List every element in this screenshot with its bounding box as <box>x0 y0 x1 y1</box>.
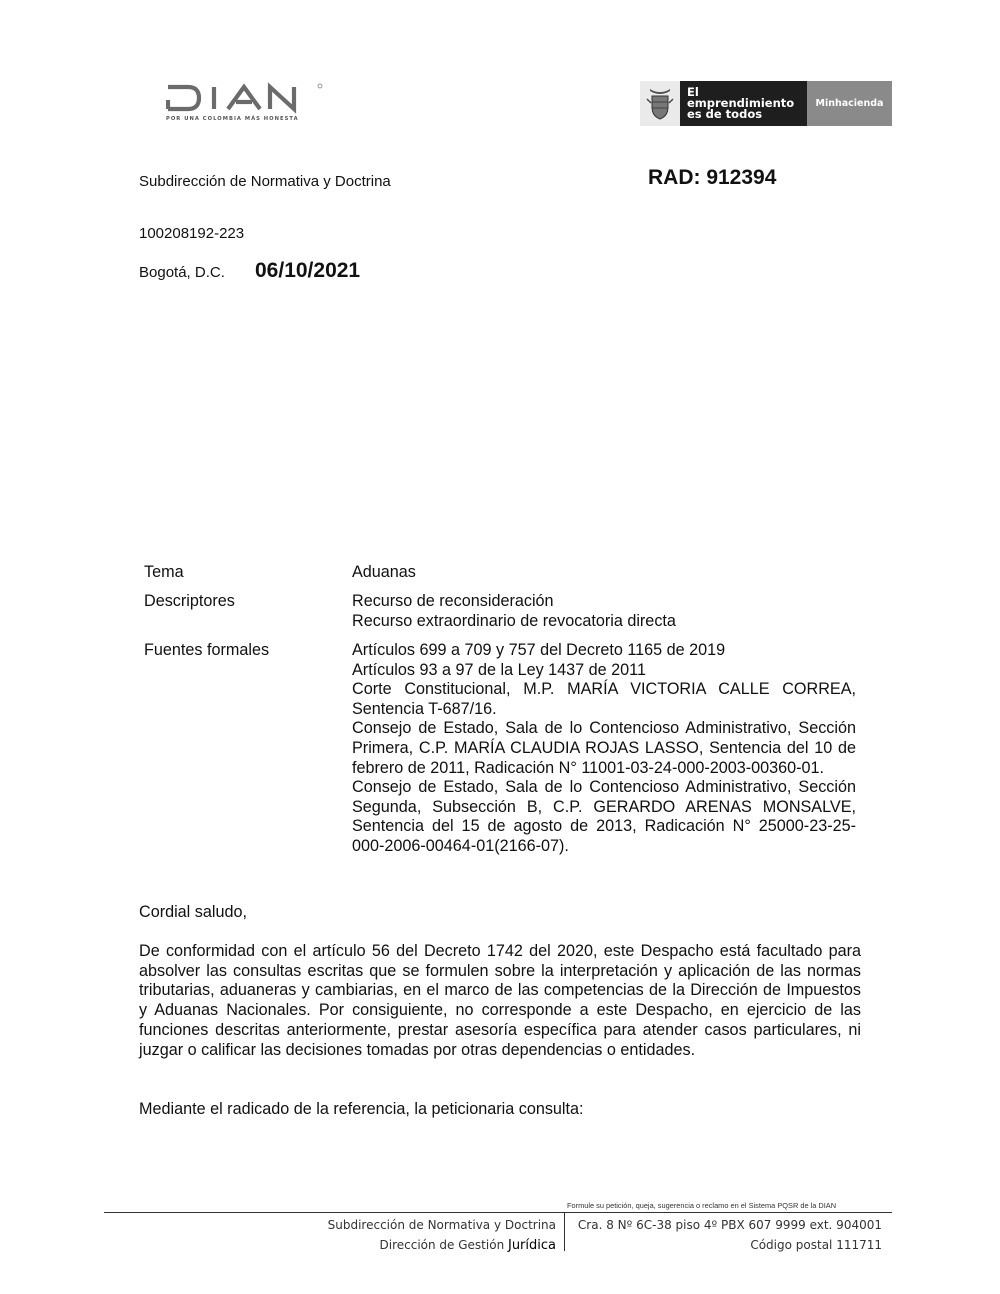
footer-note: Formule su petición, queja, sugerencia o reclamo en el Sistema PQSR de la DIAN <box>567 1201 837 1210</box>
source-item: Corte Constitucional, M.P. MARÍA VICTORIA CALLE CORREA, Sentencia T-687/16. <box>352 680 856 718</box>
subject-label: Fuentes formales <box>144 640 270 659</box>
government-logo <box>640 81 892 126</box>
footer-direction-prefix: Dirección de Gestión <box>379 1238 508 1252</box>
footer-divider <box>104 1212 892 1213</box>
reference-number: 100208192-223 <box>139 225 245 242</box>
subject-row-descriptores <box>144 592 856 631</box>
gov-slogan-line2: es de todos <box>687 107 763 121</box>
footer-postal-code: Código postal 111711 <box>750 1238 882 1252</box>
subject-label: Descriptores <box>144 592 235 611</box>
footer-direction-emphasis: Jurídica <box>507 1238 556 1253</box>
footer-address-line1: Cra. 8 Nº 6C-38 piso 4º PBX 607 9999 ext. 904001 <box>577 1218 882 1232</box>
subject-table <box>144 563 856 866</box>
footer-address <box>575 1215 882 1255</box>
logo-tagline: POR UNA COLOMBIA MÁS HONESTA <box>166 116 299 122</box>
body-paragraph: Mediante el radicado de la referencia, la peticionaria consulta: <box>139 1100 584 1118</box>
ministry-label: Minhacienda <box>807 81 892 126</box>
source-item: Artículos 93 a 97 de la Ley 1437 de 2011 <box>352 660 646 679</box>
gov-slogan <box>680 81 807 126</box>
subject-value: Aduanas <box>352 563 416 581</box>
footer-office-line1: Subdirección de Normativa y Doctrina <box>327 1218 556 1232</box>
greeting: Cordial saludo, <box>139 903 247 921</box>
footer-vertical-divider <box>564 1213 565 1251</box>
dian-logo <box>166 82 326 128</box>
letter-date: 06/10/2021 <box>255 259 361 282</box>
source-item: Consejo de Estado, Sala de lo Contencioso Administrativo, Sección Primera, C.P. MARÍA CLAUDIA ROJAS LASSO, Sentencia del 10 de febrero de 2011, Radicación N° 11001-03-24-000-2003-00360-01. <box>352 719 856 777</box>
subject-row-fuentes <box>144 641 856 857</box>
body-paragraph: De conformidad con el artículo 56 del Decreto 1742 del 2020, este Despacho está facultado para absolver las consultas escritas que se formulen sobre la interpretación y aplicación de las normas tributarias, aduaneras y cambiarias, en el marco de las competencias de la Dirección de Impuestos y Aduanas Nacionales. Por consiguiente, no corresponde a este Despacho, en ejercicio de las funciones descritas anteriormente, prestar asesoría específica para atender casos particulares, ni juzgar o calificar las decisiones tomadas por otras dependencias o entidades. <box>139 942 861 1059</box>
office-name: Subdirección de Normativa y Doctrina <box>139 173 391 190</box>
footer-office-line2 <box>300 1235 556 1256</box>
subject-label: Tema <box>144 563 184 581</box>
subject-row-tema <box>144 563 856 583</box>
gov-slogan-line1: El emprendimiento <box>687 85 795 110</box>
city: Bogotá, D.C. <box>139 264 225 281</box>
descriptor-item: Recurso de reconsideración <box>352 592 554 611</box>
source-item: Consejo de Estado, Sala de lo Contencioso Administrativo, Sección Segunda, Subsección B, C.P. GERARDO ARENAS MONSALVE, Sentencia del 15 de agosto de 2013, Radicación N° 25000-23-25-000-2006-00464-01(2166-07). <box>352 778 856 855</box>
dian-logo-mark <box>166 82 324 114</box>
rad-number: RAD: 912394 <box>648 166 777 189</box>
descriptor-item: Recurso extraordinario de revocatoria directa <box>352 611 676 630</box>
source-item: Artículos 699 a 709 y 757 del Decreto 1165 de 2019 <box>352 640 726 659</box>
footer-office <box>300 1215 556 1256</box>
coat-of-arms-icon <box>640 81 680 126</box>
